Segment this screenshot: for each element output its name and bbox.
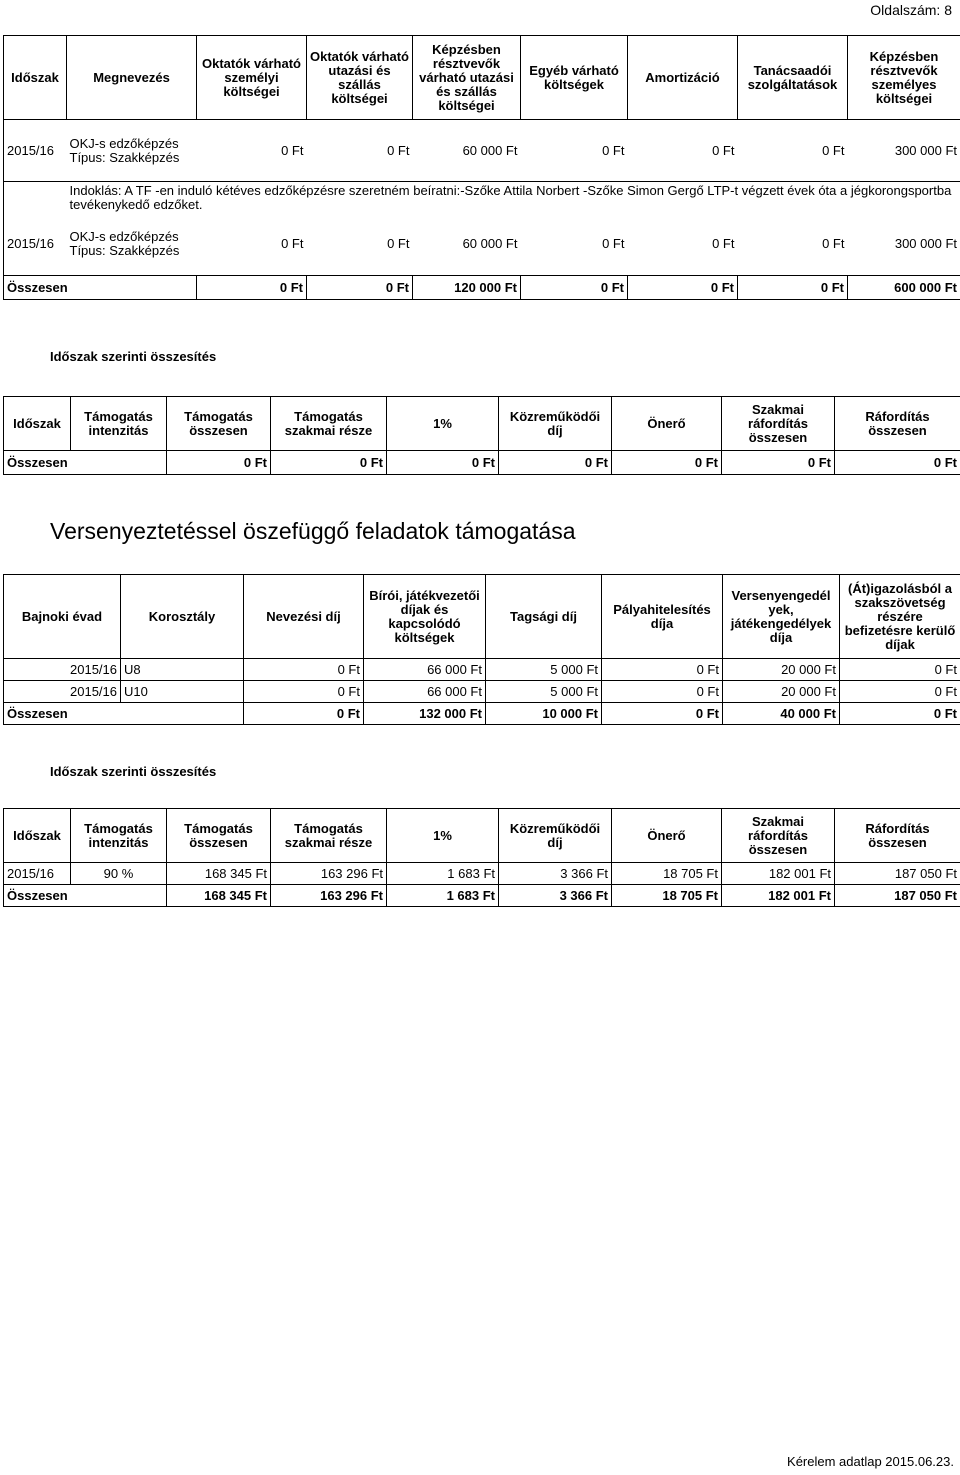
value-cell: 66 000 Ft <box>364 681 486 703</box>
value-cell: 20 000 Ft <box>723 681 840 703</box>
total-cell: 40 000 Ft <box>723 703 840 725</box>
total-cell: 0 Ft <box>271 451 387 475</box>
total-cell: 0 Ft <box>722 451 835 475</box>
col-header: 1% <box>387 809 499 863</box>
col-header: Szakmai ráfordítás összesen <box>722 809 835 863</box>
period-cell: 2015/16 <box>4 214 67 276</box>
table-row <box>4 214 960 276</box>
col-header: Bírói, játékvezetői díjak és kapcsolódó költségek <box>364 575 486 659</box>
name-cell: OKJ-s edzőképzés Típus: Szakképzés <box>67 120 197 182</box>
age-cell: U10 <box>121 681 244 703</box>
value-cell: 182 001 Ft <box>722 863 835 885</box>
total-cell: 3 366 Ft <box>499 885 612 907</box>
total-label: Összesen <box>4 703 244 725</box>
col-header: Támogatás összesen <box>167 809 271 863</box>
total-cell: 0 Ft <box>835 451 960 475</box>
total-cell: 0 Ft <box>628 276 738 300</box>
col-header: Közreműködői díj <box>499 809 612 863</box>
value-cell: 0 Ft <box>387 236 410 252</box>
value-cell: 0 Ft <box>840 681 960 703</box>
value-cell: 300 000 Ft <box>848 214 960 276</box>
col-header: Megnevezés <box>67 36 197 120</box>
intensity-cell: 90 % <box>71 863 167 885</box>
value-cell: 0 Ft <box>822 236 845 252</box>
total-cell: 187 050 Ft <box>835 885 960 907</box>
col-header: Időszak <box>4 397 71 451</box>
value-cell: 60 000 Ft <box>462 236 518 252</box>
total-cell: 0 Ft <box>612 451 722 475</box>
costs-header-row <box>4 36 960 120</box>
value-cell: 0 Ft <box>712 236 735 252</box>
col-header: Nevezési díj <box>244 575 364 659</box>
value-cell: 168 345 Ft <box>167 863 271 885</box>
summary-header-row <box>4 397 960 451</box>
total-row <box>4 885 960 907</box>
col-header: Egyéb várható költségek <box>521 36 628 120</box>
total-cell: 163 296 Ft <box>271 885 387 907</box>
total-cell: 0 Ft <box>602 703 723 725</box>
name-cell: OKJ-s edzőképzés Típus: Szakképzés <box>69 229 180 259</box>
competition-header-row <box>4 575 960 659</box>
table-row <box>4 659 960 681</box>
total-cell: 18 705 Ft <box>612 885 722 907</box>
summary-table-2 <box>3 808 960 907</box>
total-label: Összesen <box>4 276 197 300</box>
total-cell: 120 000 Ft <box>413 276 521 300</box>
col-header: Pályahitelesítés díja <box>602 575 723 659</box>
value-cell: 0 Ft <box>602 659 723 681</box>
total-cell: 132 000 Ft <box>364 703 486 725</box>
table-row <box>4 863 960 885</box>
value-cell: 20 000 Ft <box>723 659 840 681</box>
total-cell: 0 Ft <box>167 451 271 475</box>
value-cell: 18 705 Ft <box>612 863 722 885</box>
col-header: Amortizáció <box>628 36 738 120</box>
total-label: Összesen <box>4 451 167 475</box>
col-header: 1% <box>387 397 499 451</box>
value-cell: 163 296 Ft <box>271 863 387 885</box>
value-cell: 300 000 Ft <box>848 120 960 182</box>
value-cell: 0 Ft <box>281 142 304 158</box>
total-cell: 600 000 Ft <box>848 276 960 300</box>
col-header: Tanácsaadói szolgáltatások <box>738 36 848 120</box>
col-header: Időszak <box>4 809 71 863</box>
total-row <box>4 451 960 475</box>
col-header: Önerő <box>612 397 722 451</box>
table-row <box>4 120 960 182</box>
col-header: Bajnoki évad <box>4 575 121 659</box>
value-cell: 66 000 Ft <box>364 659 486 681</box>
total-label: Összesen <box>4 885 167 907</box>
table-row <box>4 681 960 703</box>
total-cell: 0 Ft <box>197 276 307 300</box>
season-cell: 2015/16 <box>4 681 121 703</box>
value-cell: 0 Ft <box>602 681 723 703</box>
total-cell: 0 Ft <box>387 451 499 475</box>
col-header: Oktatók várható utazási és szállás költségei <box>307 36 413 120</box>
value-cell: 0 Ft <box>281 236 304 252</box>
summary-header-row <box>4 809 960 863</box>
value-cell: 5 000 Ft <box>486 659 602 681</box>
col-header: Szakmai ráfordítás összesen <box>722 397 835 451</box>
col-header: Önerő <box>612 809 722 863</box>
col-header: Képzésben résztvevők várható utazási és szállás költségei <box>413 36 521 120</box>
col-header: Támogatás szakmai része <box>271 397 387 451</box>
value-cell: 0 Ft <box>840 659 960 681</box>
col-header: Korosztály <box>121 575 244 659</box>
value-cell: 60 000 Ft <box>462 142 518 158</box>
value-cell: 0 Ft <box>602 236 625 252</box>
total-cell: 182 001 Ft <box>722 885 835 907</box>
total-cell: 0 Ft <box>244 703 364 725</box>
total-row <box>4 276 960 300</box>
period-cell: 2015/16 <box>4 120 67 182</box>
col-header: Közreműködői díj <box>499 397 612 451</box>
value-cell: 187 050 Ft <box>835 863 960 885</box>
total-cell: 0 Ft <box>840 703 960 725</box>
col-header: Támogatás intenzitás <box>71 397 167 451</box>
value-cell: 0 Ft <box>244 681 364 703</box>
col-header: Ráfordítás összesen <box>835 397 960 451</box>
competition-table <box>3 574 960 725</box>
justification-text: Indoklás: A TF -en induló kétéves edzőképzésre szeretném beíratni:-Szőke Attila Norbert -Szőke Simon Gergő LTP-t végzett évek óta a jégkorongsportba tevékenykedő edzőket. <box>67 182 960 214</box>
total-cell: 0 Ft <box>738 276 848 300</box>
total-cell: 10 000 Ft <box>486 703 602 725</box>
section-heading: Versenyeztetéssel öszefüggő feladatok támogatása <box>50 518 576 544</box>
col-header: Képzésben résztvevők személyes költségei <box>848 36 960 120</box>
section-title: Időszak szerinti összesítés <box>50 764 217 779</box>
justification-row <box>4 182 960 214</box>
costs-table <box>3 35 960 300</box>
season-cell: 2015/16 <box>4 659 121 681</box>
total-cell: 0 Ft <box>499 451 612 475</box>
value-cell: 3 366 Ft <box>499 863 612 885</box>
total-cell: 0 Ft <box>307 276 413 300</box>
col-header: Ráfordítás összesen <box>835 809 960 863</box>
col-header: Támogatás intenzitás <box>71 809 167 863</box>
col-header: Oktatók várható személyi költségei <box>197 36 307 120</box>
value-cell: 1 683 Ft <box>387 863 499 885</box>
total-cell: 168 345 Ft <box>167 885 271 907</box>
summary-table-1 <box>3 396 960 475</box>
value-cell: 0 Ft <box>712 142 735 158</box>
total-cell: 0 Ft <box>521 276 628 300</box>
col-header: Támogatás összesen <box>167 397 271 451</box>
total-row <box>4 703 960 725</box>
page-number: Oldalszám: 8 <box>870 2 952 18</box>
col-header: Tagsági díj <box>486 575 602 659</box>
value-cell: 0 Ft <box>602 142 625 158</box>
value-cell: 0 Ft <box>822 142 845 158</box>
age-cell: U8 <box>121 659 244 681</box>
col-header: (Át)igazolásból a szakszövetség részére befizetésre kerülő díjak <box>840 575 960 659</box>
total-cell: 1 683 Ft <box>387 885 499 907</box>
value-cell: 0 Ft <box>387 142 410 158</box>
value-cell: 5 000 Ft <box>486 681 602 703</box>
col-header: Támogatás szakmai része <box>271 809 387 863</box>
value-cell: 0 Ft <box>244 659 364 681</box>
section-title: Időszak szerinti összesítés <box>50 349 217 364</box>
col-header: Időszak <box>4 36 67 120</box>
footer-text: Kérelem adatlap 2015.06.23. <box>787 1454 954 1469</box>
period-cell: 2015/16 <box>4 863 71 885</box>
col-header: Versenyengedél yek, játékengedélyek díja <box>723 575 840 659</box>
